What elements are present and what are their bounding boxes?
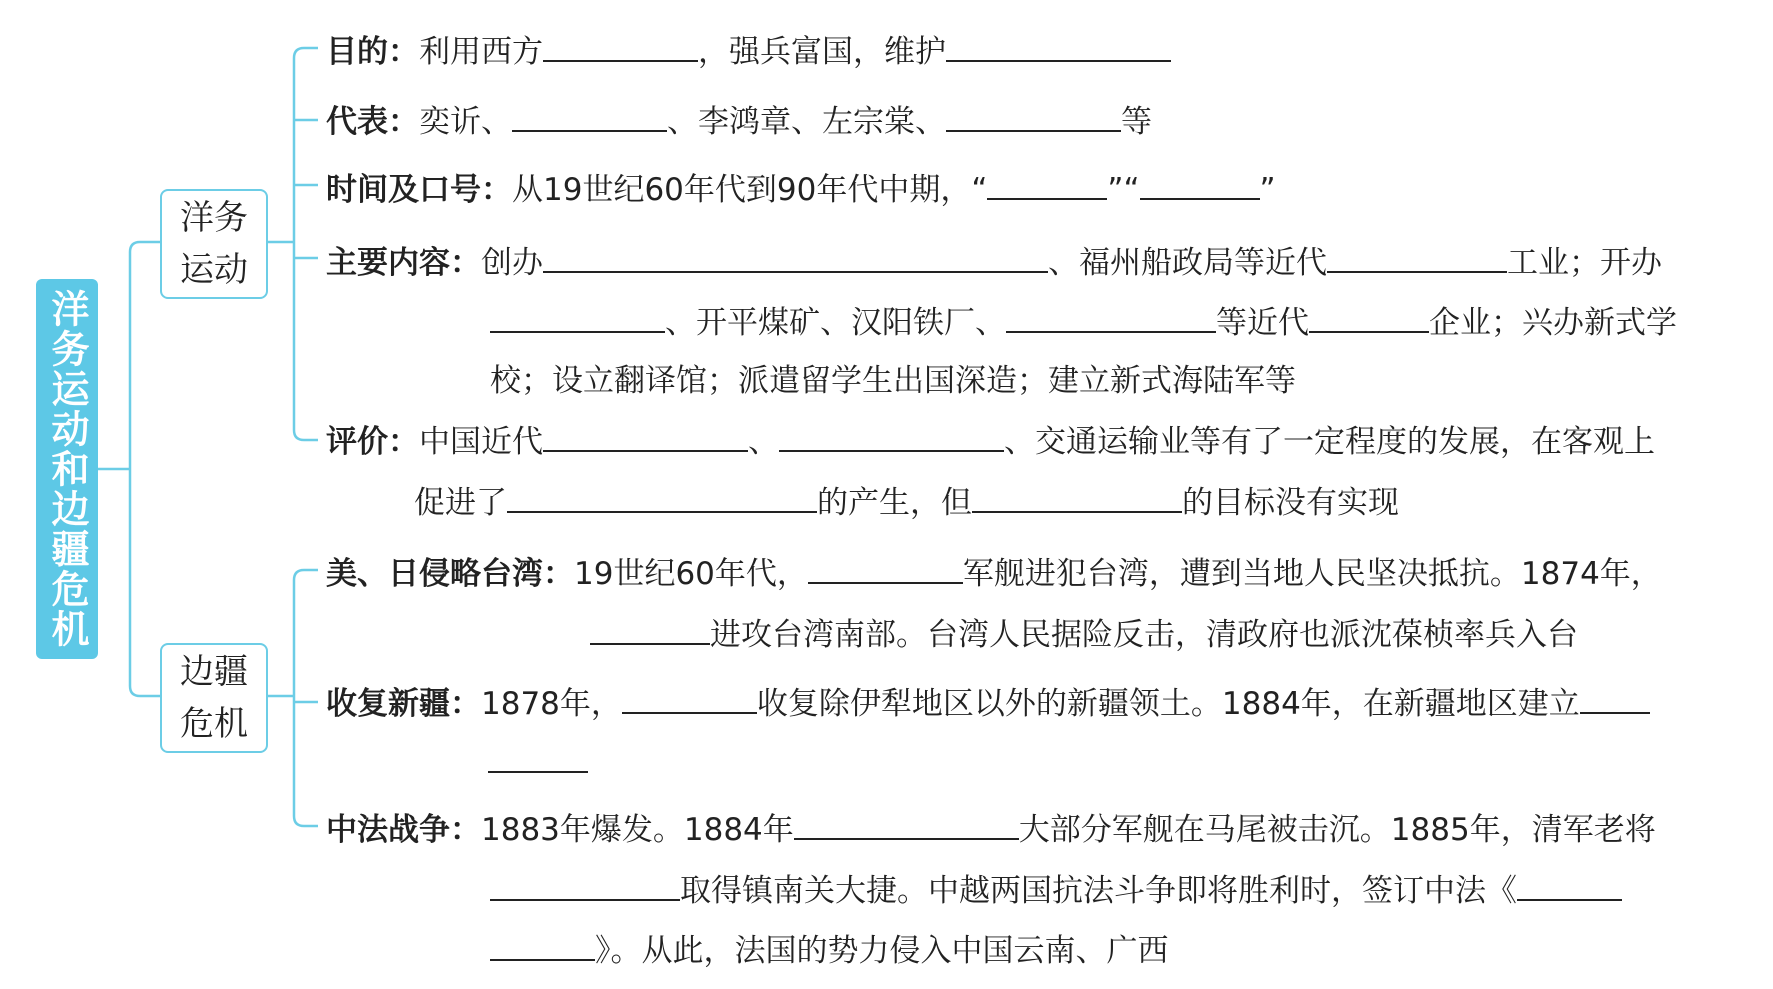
- pingjia-line-2: [414, 481, 1399, 523]
- blank[interactable]: [1580, 682, 1650, 714]
- neirong-text-6: 企业；兴办新式学: [1429, 305, 1677, 341]
- blank[interactable]: [1517, 869, 1622, 901]
- blank[interactable]: [543, 420, 748, 452]
- zhongfa-text-1: 1883年爆发。1884年: [481, 812, 794, 848]
- zhongfa-text-4: 》。从此，法国的势力侵入中国云南、广西: [595, 933, 1169, 969]
- shijian-label: 时间及口号：: [326, 172, 512, 208]
- neirong-text-7: 校；设立翻译馆；派遣留学生出国深造；建立新式海陆军等: [490, 363, 1296, 399]
- shijian-text-3: ”: [1259, 172, 1276, 208]
- neirong-line-3: [490, 361, 1296, 401]
- blank[interactable]: [1006, 301, 1216, 333]
- blank[interactable]: [512, 100, 667, 132]
- daibiao-line: [326, 100, 1152, 142]
- zhongfa-line-3: [490, 929, 1169, 971]
- shijian-text-2: ”“: [1107, 172, 1140, 208]
- mudi-label: 目的：: [326, 34, 419, 70]
- branch-yangwu-label: 洋务运动: [180, 198, 248, 290]
- xinjiang-text-2: 收复除伊犁地区以外的新疆领土。1884年，在新疆地区建立: [756, 686, 1580, 722]
- shijian-text-1: 从19世纪60年代到90年代中期，“: [512, 172, 988, 208]
- blank[interactable]: [590, 613, 710, 645]
- blank[interactable]: [543, 30, 698, 62]
- pingjia-text-6: 的目标没有实现: [1182, 485, 1399, 521]
- pingjia-text-5: 的产生，但: [817, 485, 972, 521]
- pingjia-line-1: [326, 420, 1655, 462]
- root-title: 洋务运动和边疆危机: [36, 279, 98, 659]
- taiwan-text-1: 19世纪60年代，: [574, 556, 808, 592]
- taiwan-text-2: 军舰进犯台湾，遭到当地人民坚决抵抗。1874年，: [962, 556, 1662, 592]
- daibiao-label: 代表：: [326, 104, 419, 140]
- blank[interactable]: [972, 481, 1182, 513]
- pingjia-label: 评价：: [326, 424, 419, 460]
- neirong-text-3: 工业；开办: [1507, 245, 1662, 281]
- blank[interactable]: [507, 481, 817, 513]
- taiwan-line-2: [590, 613, 1578, 655]
- zhongfa-line-2: [490, 869, 1622, 911]
- zhongfa-text-3: 取得镇南关大捷。中越两国抗法斗争即将胜利时，签订中法《: [680, 873, 1517, 909]
- taiwan-label: 美、日侵略台湾：: [326, 556, 574, 592]
- blank[interactable]: [987, 168, 1107, 200]
- shijian-line: [326, 168, 1276, 210]
- xinjiang-line-1: [326, 682, 1650, 724]
- pingjia-text-3: 、交通运输业等有了一定程度的发展，在客观上: [1004, 424, 1655, 460]
- xinjiang-text-1: 1878年，: [481, 686, 622, 722]
- pingjia-text-2: 、: [748, 424, 779, 460]
- blank[interactable]: [779, 420, 1004, 452]
- daibiao-text-2: 、李鸿章、左宗棠、: [667, 104, 946, 140]
- pingjia-text-1: 中国近代: [419, 424, 543, 460]
- blank[interactable]: [488, 741, 588, 773]
- zhongfa-line-1: [326, 808, 1656, 850]
- neirong-text-5: 等近代: [1216, 305, 1309, 341]
- taiwan-text-3: 进攻台湾南部。台湾人民据险反击，清政府也派沈葆桢率兵入台: [710, 617, 1578, 653]
- blank[interactable]: [946, 100, 1121, 132]
- blank[interactable]: [1327, 241, 1507, 273]
- taiwan-line-1: [326, 552, 1662, 594]
- xinjiang-label: 收复新疆：: [326, 686, 481, 722]
- blank[interactable]: [490, 929, 595, 961]
- neirong-text-1: 创办: [481, 245, 543, 281]
- mudi-line: [326, 30, 1171, 72]
- neirong-label: 主要内容：: [326, 245, 481, 281]
- branch-bianjiang-label: 边疆危机: [180, 652, 248, 744]
- blank[interactable]: [808, 552, 963, 584]
- neirong-text-2: 、福州船政局等近代: [1048, 245, 1327, 281]
- neirong-line-2: [490, 301, 1677, 343]
- branch-yangwu: [160, 189, 268, 299]
- daibiao-text-3: 等: [1121, 104, 1152, 140]
- neirong-text-4: 、开平煤矿、汉阳铁厂、: [665, 305, 1006, 341]
- mudi-text-2: ，强兵富国，维护: [698, 34, 946, 70]
- xinjiang-line-2: [488, 741, 588, 783]
- neirong-line-1: [326, 241, 1662, 283]
- zhongfa-text-2: 大部分军舰在马尾被击沉。1885年，清军老将: [1018, 812, 1656, 848]
- blank[interactable]: [1309, 301, 1429, 333]
- blank[interactable]: [794, 808, 1019, 840]
- blank[interactable]: [543, 241, 1048, 273]
- daibiao-text-1: 奕䜣、: [419, 104, 512, 140]
- blank[interactable]: [1140, 168, 1260, 200]
- mudi-text-1: 利用西方: [419, 34, 543, 70]
- branch-bianjiang: [160, 643, 268, 753]
- zhongfa-label: 中法战争：: [326, 812, 481, 848]
- blank[interactable]: [490, 869, 680, 901]
- blank[interactable]: [946, 30, 1171, 62]
- pingjia-text-4: 促进了: [414, 485, 507, 521]
- blank[interactable]: [622, 682, 757, 714]
- blank[interactable]: [490, 301, 665, 333]
